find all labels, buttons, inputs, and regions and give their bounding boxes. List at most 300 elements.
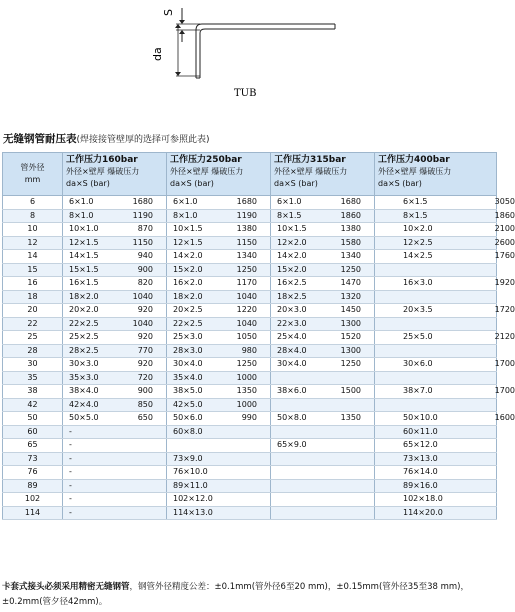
burst-pressure-value: 1340 [236,251,257,261]
size-value: 14×2.0 [277,251,307,261]
burst-pressure-value: 1300 [340,345,361,355]
pressure-cell [271,371,375,385]
burst-pressure-value: 1220 [236,305,257,315]
pressure-cell [375,344,497,358]
od-cell: 102 [3,493,63,507]
od-cell: 6 [3,196,63,210]
burst-pressure-value: 1150 [132,237,153,247]
pressure-table [2,152,515,520]
size-value: 114×13.0 [173,507,213,517]
pressure-cell [167,398,271,412]
size-value: 102×12.0 [173,494,213,504]
burst-pressure-value: 1250 [236,359,257,369]
group-header-160: 工作压力160bar 外径×壁厚 爆破压力 da×S (bar) [63,153,167,196]
burst-pressure-value: 900 [137,386,153,396]
size-value: 38×7.0 [403,386,433,396]
pressure-cell [63,236,167,250]
pressure-cell [375,493,497,507]
pressure-cell [271,425,375,439]
burst-pressure-value: 1700 [494,359,515,369]
pressure-cell [167,209,271,223]
pressure-cell [375,209,515,223]
pressure-cell [271,209,375,223]
od-cell: 14 [3,250,63,264]
burst-pressure-value: 720 [137,372,153,382]
od-cell: 28 [3,344,63,358]
od-cell: 76 [3,466,63,480]
size-value: 25×2.5 [69,332,99,342]
pressure-cell [63,385,167,399]
burst-pressure-value: 3050 [494,197,515,207]
size-value: 50×6.0 [173,413,203,423]
size-value: 12×2.0 [277,237,307,247]
size-value: 76×10.0 [173,467,208,477]
burst-pressure-value: 2600 [494,237,515,247]
burst-pressure-value: 1700 [494,386,515,396]
pressure-cell [167,358,271,372]
pressure-cell [271,250,375,264]
pressure-cell [167,371,271,385]
size-value: 114×20.0 [403,507,443,517]
table-row [3,196,497,210]
pressure-cell [63,412,167,426]
table-body [3,196,515,520]
burst-pressure-value: 2100 [494,224,515,234]
od-cell: 25 [3,331,63,345]
pressure-cell [63,493,167,507]
pressure-cell [63,209,167,223]
pressure-cell [63,344,167,358]
size-value: 38×6.0 [277,386,307,396]
pressure-cell [375,317,497,331]
pressure-cell [167,493,271,507]
pressure-cell [375,277,515,291]
footer-text: ，钢管外径精度公差：±0.1mm(管外径6至20 mm)，±0.15mm(管外径35至38 mm)，±0.2mm(管夕径42mm)。 [2,582,469,607]
tub-label: TUB [234,88,257,99]
size-value: 15×1.5 [69,264,99,274]
size-value: 8×1.0 [173,210,198,220]
pipe-outer-wall [196,24,335,78]
table-row [3,466,497,480]
pressure-cell [375,466,497,480]
burst-pressure-value: 1860 [340,210,361,220]
od-cell: 73 [3,452,63,466]
size-value: 50×10.0 [403,413,438,423]
pressure-cell [271,196,375,210]
pressure-cell [63,196,167,210]
pressure-cell [375,425,497,439]
size-value: 42×5.0 [173,399,203,409]
size-value: 73×9.0 [173,453,203,463]
pressure-cell [375,479,497,493]
da-label: da [151,47,164,61]
size-value: 28×2.5 [69,345,99,355]
size-value: 16×2.0 [173,278,203,288]
size-value: 30×4.0 [277,359,307,369]
table-row [3,358,497,372]
pressure-cell [63,250,167,264]
od-cell: 18 [3,290,63,304]
size-value: 102×18.0 [403,494,443,504]
od-cell: 30 [3,358,63,372]
burst-pressure-value: 1520 [340,332,361,342]
size-value: 22×2.5 [69,318,99,328]
pressure-cell [271,398,375,412]
pressure-cell [63,452,167,466]
table-row [3,493,497,507]
burst-pressure-value: 1350 [340,413,361,423]
od-cell: 50 [3,412,63,426]
pressure-cell [63,358,167,372]
burst-pressure-value: 1000 [236,399,257,409]
pipe-diagram [0,0,498,128]
size-value: 65×12.0 [403,440,438,450]
table-row [3,290,497,304]
s-label: S [162,9,175,16]
size-value: 8×1.0 [69,210,94,220]
burst-pressure-value: 1450 [340,305,361,315]
s-arrow-top [179,20,185,24]
size-value: 42×4.0 [69,399,99,409]
pressure-cell [167,277,271,291]
pressure-cell [271,277,375,291]
size-value: 6×1.0 [173,197,198,207]
size-value: 22×3.0 [277,318,307,328]
burst-pressure-value: 1000 [236,372,257,382]
size-value: - [69,453,72,463]
size-value: 12×2.5 [403,237,433,247]
table-row [3,263,497,277]
burst-pressure-value: 1250 [340,264,361,274]
size-value: 28×3.0 [173,345,203,355]
pressure-cell [271,452,375,466]
pressure-cell [63,425,167,439]
pressure-cell [63,331,167,345]
size-value: 60×11.0 [403,426,438,436]
burst-pressure-value: 1860 [494,210,515,220]
burst-pressure-value: 1190 [236,210,257,220]
burst-pressure-value: 1680 [132,197,153,207]
size-value: 89×11.0 [173,480,208,490]
size-value: 6×1.5 [403,197,428,207]
table-row [3,223,497,237]
size-value: 50×5.0 [69,413,99,423]
pressure-cell [375,385,515,399]
table-row [3,412,497,426]
od-header: 管外径 mm [3,153,63,196]
pressure-cell [271,466,375,480]
pressure-cell [167,196,271,210]
pressure-cell [63,371,167,385]
pressure-cell [375,263,497,277]
pressure-cell [167,317,271,331]
pressure-cell [63,506,167,520]
size-value: 16×2.5 [277,278,307,288]
pressure-cell [375,196,515,210]
footer-note [2,580,496,610]
pressure-cell [375,304,515,318]
pressure-cell [271,358,375,372]
pressure-cell [271,304,375,318]
burst-pressure-value: 650 [137,413,153,423]
size-value: - [69,507,72,517]
s-arrow-bottom [179,30,185,34]
burst-pressure-value: 1380 [340,224,361,234]
pressure-cell [375,331,515,345]
burst-pressure-value: 1380 [236,224,257,234]
pressure-cell [167,452,271,466]
size-value: 35×4.0 [173,372,203,382]
pressure-cell [375,439,497,453]
size-value: 16×1.5 [69,278,99,288]
pressure-cell [271,439,375,453]
pressure-cell [167,466,271,480]
table-row [3,344,497,358]
burst-pressure-value: 920 [137,332,153,342]
table-row [3,425,497,439]
od-cell: 38 [3,385,63,399]
burst-pressure-value: 920 [137,359,153,369]
size-value: 73×13.0 [403,453,438,463]
burst-pressure-value: 1250 [236,264,257,274]
burst-pressure-value: 1050 [236,332,257,342]
pressure-cell [271,344,375,358]
burst-pressure-value: 1190 [132,210,153,220]
size-value: 18×2.0 [69,291,99,301]
burst-pressure-value: 1680 [340,197,361,207]
table-header-row [3,153,497,196]
pressure-cell [271,317,375,331]
pressure-cell [375,223,515,237]
burst-pressure-value: 1040 [132,318,153,328]
burst-pressure-value: 850 [137,399,153,409]
table-row [3,385,497,399]
burst-pressure-value: 990 [241,413,257,423]
size-value: 18×2.5 [277,291,307,301]
title-main: 无缝钢管耐压表 [3,133,77,145]
size-value: 65×9.0 [277,440,307,450]
burst-pressure-value: 820 [137,278,153,288]
pressure-cell [63,317,167,331]
pressure-cell [271,236,375,250]
table-title [3,131,210,146]
burst-pressure-value: 1580 [340,237,361,247]
size-value: 20×3.5 [403,305,433,315]
od-cell: 8 [3,209,63,223]
burst-pressure-value: 1300 [340,318,361,328]
pressure-cell [375,398,497,412]
table-row [3,304,497,318]
pressure-cell [63,466,167,480]
pressure-cell [271,223,375,237]
table-row [3,479,497,493]
table-row [3,250,497,264]
pipe-inner-wall [200,29,335,78]
od-cell: 114 [3,506,63,520]
pressure-cell [63,277,167,291]
group-header-250: 工作压力250bar 外径×壁厚 爆破压力 da×S (bar) [167,153,271,196]
od-cell: 35 [3,371,63,385]
table-row [3,277,497,291]
size-value: 60×8.0 [173,426,203,436]
od-cell: 12 [3,236,63,250]
pressure-cell [63,263,167,277]
size-value: 15×2.0 [173,264,203,274]
od-cell: 65 [3,439,63,453]
od-cell: 20 [3,304,63,318]
size-value: 25×5.0 [403,332,433,342]
burst-pressure-value: 870 [137,224,153,234]
burst-pressure-value: 1760 [494,251,515,261]
burst-pressure-value: 1720 [494,305,515,315]
size-value: 8×1.5 [403,210,428,220]
pressure-cell [167,304,271,318]
burst-pressure-value: 1150 [236,237,257,247]
burst-pressure-value: 1250 [340,359,361,369]
size-value: 22×2.5 [173,318,203,328]
pressure-cell [167,425,271,439]
od-cell: 60 [3,425,63,439]
size-value: 14×2.5 [403,251,433,261]
pressure-cell [271,412,375,426]
table-row [3,398,497,412]
size-value: 30×6.0 [403,359,433,369]
pressure-cell [271,385,375,399]
size-value: 18×2.0 [173,291,203,301]
od-cell: 89 [3,479,63,493]
pressure-cell [375,290,497,304]
pressure-cell [63,398,167,412]
table-row [3,209,497,223]
size-value: 30×3.0 [69,359,99,369]
pressure-cell [167,223,271,237]
size-value: 20×2.5 [173,305,203,315]
pressure-cell [375,236,515,250]
size-value: 20×2.0 [69,305,99,315]
size-value: 6×1.0 [277,197,302,207]
pressure-cell [167,385,271,399]
pressure-cell [271,331,375,345]
pressure-cell [63,479,167,493]
burst-pressure-value: 920 [137,305,153,315]
table-row [3,236,497,250]
size-value: 8×1.5 [277,210,302,220]
od-cell: 15 [3,263,63,277]
size-value: 76×14.0 [403,467,438,477]
size-value: 16×3.0 [403,278,433,288]
pressure-cell [63,304,167,318]
burst-pressure-value: 1680 [236,197,257,207]
od-cell: 42 [3,398,63,412]
burst-pressure-value: 1920 [494,278,515,288]
pressure-cell [271,263,375,277]
burst-pressure-value: 1040 [132,291,153,301]
table-row [3,439,497,453]
footer-bold: 卡套式接头必须采用精密无缝钢管 [2,582,130,592]
size-value: 12×1.5 [69,237,99,247]
pressure-table-container [2,152,515,520]
burst-pressure-value: 770 [137,345,153,355]
size-value: 10×2.0 [403,224,433,234]
pressure-cell [375,250,515,264]
pressure-cell [63,223,167,237]
pressure-cell [63,439,167,453]
size-value: 50×8.0 [277,413,307,423]
size-value: 10×1.5 [277,224,307,234]
pressure-cell [375,412,515,426]
size-value: - [69,440,72,450]
pressure-cell [167,236,271,250]
od-cell: 10 [3,223,63,237]
pressure-cell [167,479,271,493]
pressure-cell [271,290,375,304]
pressure-cell [375,371,497,385]
pressure-cell [167,506,271,520]
pressure-cell [167,412,271,426]
pressure-cell [167,439,271,453]
table-row [3,452,497,466]
group-header-400: 工作压力400bar 外径×壁厚 爆破压力 da×S (bar) [375,153,497,196]
pressure-cell [375,358,515,372]
pressure-cell [167,290,271,304]
table-row [3,317,497,331]
size-value: 6×1.0 [69,197,94,207]
size-value: 38×4.0 [69,386,99,396]
burst-pressure-value: 1340 [340,251,361,261]
burst-pressure-value: 1470 [340,278,361,288]
od-cell: 16 [3,277,63,291]
burst-pressure-value: 940 [137,251,153,261]
burst-pressure-value: 1320 [340,291,361,301]
pressure-cell [167,344,271,358]
size-value: - [69,480,72,490]
burst-pressure-value: 1040 [236,318,257,328]
size-value: 15×2.0 [277,264,307,274]
size-value: 10×1.0 [69,224,99,234]
size-value: - [69,426,72,436]
pressure-cell [271,506,375,520]
burst-pressure-value: 1600 [494,413,515,423]
size-value: 20×3.0 [277,305,307,315]
table-row [3,506,497,520]
size-value: 25×4.0 [277,332,307,342]
table-row [3,331,497,345]
size-value: 10×1.5 [173,224,203,234]
burst-pressure-value: 1170 [236,278,257,288]
od-cell: 22 [3,317,63,331]
size-value: 12×1.5 [173,237,203,247]
pressure-cell [167,250,271,264]
size-value: 14×2.0 [173,251,203,261]
burst-pressure-value: 900 [137,264,153,274]
pressure-cell [167,263,271,277]
table-row [3,371,497,385]
size-value: 28×4.0 [277,345,307,355]
title-subtitle: (焊接接管壁厚的选择可参照此表) [76,135,210,145]
pressure-cell [63,290,167,304]
burst-pressure-value: 1500 [340,386,361,396]
pressure-cell [167,331,271,345]
da-arrow-top [175,24,181,28]
size-value: 25×3.0 [173,332,203,342]
size-value: 14×1.5 [69,251,99,261]
pressure-cell [271,479,375,493]
size-value: 38×5.0 [173,386,203,396]
size-value: - [69,494,72,504]
pressure-cell [375,506,497,520]
pressure-cell [271,493,375,507]
burst-pressure-value: 1040 [236,291,257,301]
